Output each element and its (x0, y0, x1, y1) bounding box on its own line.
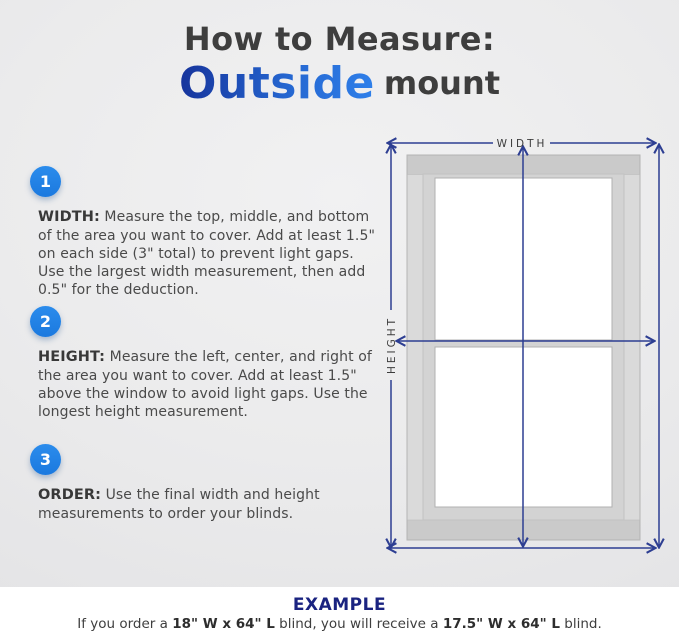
width-dimension-label: WIDTH (496, 138, 548, 150)
step-2-body: Measure the left, center, and right of the area you want to cover. Add at least 1.5" above the window to avoid light gaps. Use the longest height measurement. (38, 349, 372, 421)
title-suffix: mount (383, 63, 501, 102)
step-2-number: 2 (39, 312, 52, 331)
example-received-size: 17.5" W x 64" L (442, 616, 560, 632)
title-highlight: Outside (178, 57, 375, 109)
step-1-number-badge (30, 166, 61, 197)
example-middle: blind, you will receive a (274, 616, 443, 632)
title-line1: How to Measure: (183, 20, 496, 58)
example-sentence (0, 616, 679, 632)
page-title (0, 22, 679, 110)
step-2-text (38, 348, 378, 421)
example-heading: EXAMPLE (292, 595, 387, 615)
title-line2 (0, 58, 679, 110)
step-1-number: 1 (39, 172, 52, 191)
step-order (30, 444, 378, 523)
step-3-number: 3 (39, 450, 52, 469)
step-3-body: Use the final width and height measurements to order your blinds. (38, 487, 320, 522)
example-suffix: blind. (559, 616, 602, 632)
height-dimension-label: HEIGHT (386, 315, 398, 375)
step-2-label: HEIGHT: (38, 349, 106, 365)
example-prefix: If you order a (77, 616, 173, 632)
step-1-text (38, 208, 378, 300)
step-1-body: Measure the top, middle, and bottom of the area you want to cover. Add at least 1.5" on each side (3" total) to prevent light gaps. Use the largest width measurement, then add 0.5" for the deduction. (38, 209, 375, 299)
window-diagram-svg (375, 120, 675, 580)
step-height (30, 306, 378, 421)
example-ordered-size: 18" W x 64" L (172, 616, 275, 632)
window-measure-diagram (375, 120, 675, 580)
step-3-number-badge (30, 444, 61, 475)
step-1-label: WIDTH: (38, 209, 100, 225)
step-2-number-badge (30, 306, 61, 337)
example-footer (0, 587, 679, 644)
step-3-text (38, 486, 378, 523)
step-width (30, 166, 378, 300)
step-3-label: ORDER: (38, 487, 101, 503)
